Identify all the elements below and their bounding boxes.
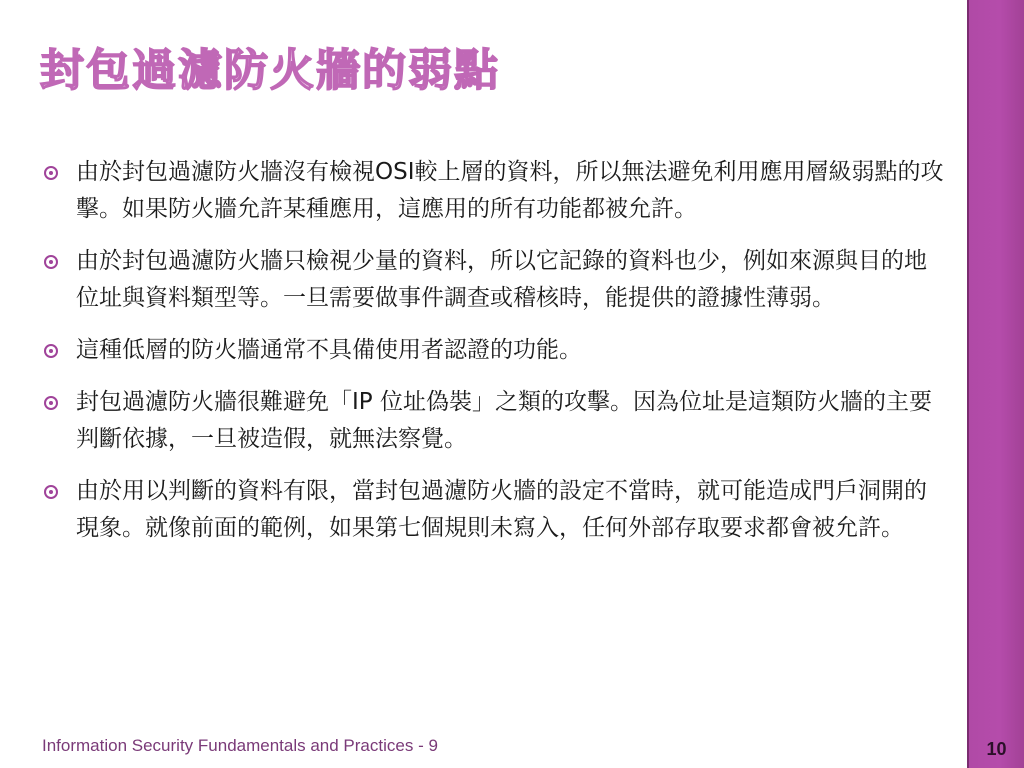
bullet-list [44, 154, 944, 547]
circled-dot-bullet-icon [44, 485, 58, 499]
circled-dot-bullet-icon [44, 344, 58, 358]
slide-content [44, 154, 944, 562]
footer-text: Information Security Fundamentals and Practices - 9 [42, 736, 438, 755]
bullet-text: 由於封包過濾防火牆只檢視少量的資料，所以它記錄的資料也少，例如來源與目的地位址與資料類型等。一旦需要做事件調查或稽核時，能提供的證據性薄弱。 [76, 248, 927, 311]
slide-number: 10 [986, 739, 1007, 759]
bullet-item [44, 384, 944, 458]
bullet-item [44, 243, 944, 317]
bullet-text: 由於封包過濾防火牆沒有檢視OSI較上層的資料，所以無法避免利用應用層級弱點的攻擊。如果防火牆允許某種應用，這應用的所有功能都被允許。 [76, 159, 944, 222]
bullet-item [44, 473, 944, 547]
accent-sidebar [967, 0, 1024, 768]
bullet-text: 這種低層的防火牆通常不具備使用者認證的功能。 [76, 337, 582, 363]
slide-title: 封包過濾防火牆的弱點 [40, 45, 500, 96]
bullet-text: 由於用以判斷的資料有限，當封包過濾防火牆的設定不當時，就可能造成門戶洞開的現象。就像前面的範例，如果第七個規則未寫入，任何外部存取要求都會被允許。 [76, 478, 927, 541]
circled-dot-bullet-icon [44, 166, 58, 180]
bullet-item [44, 154, 944, 228]
bullet-item [44, 332, 944, 369]
circled-dot-bullet-icon [44, 255, 58, 269]
circled-dot-bullet-icon [44, 396, 58, 410]
bullet-text: 封包過濾防火牆很難避免「IP 位址偽裝」之類的攻擊。因為位址是這類防火牆的主要判斷依據，一旦被造假，就無法察覺。 [76, 389, 932, 452]
